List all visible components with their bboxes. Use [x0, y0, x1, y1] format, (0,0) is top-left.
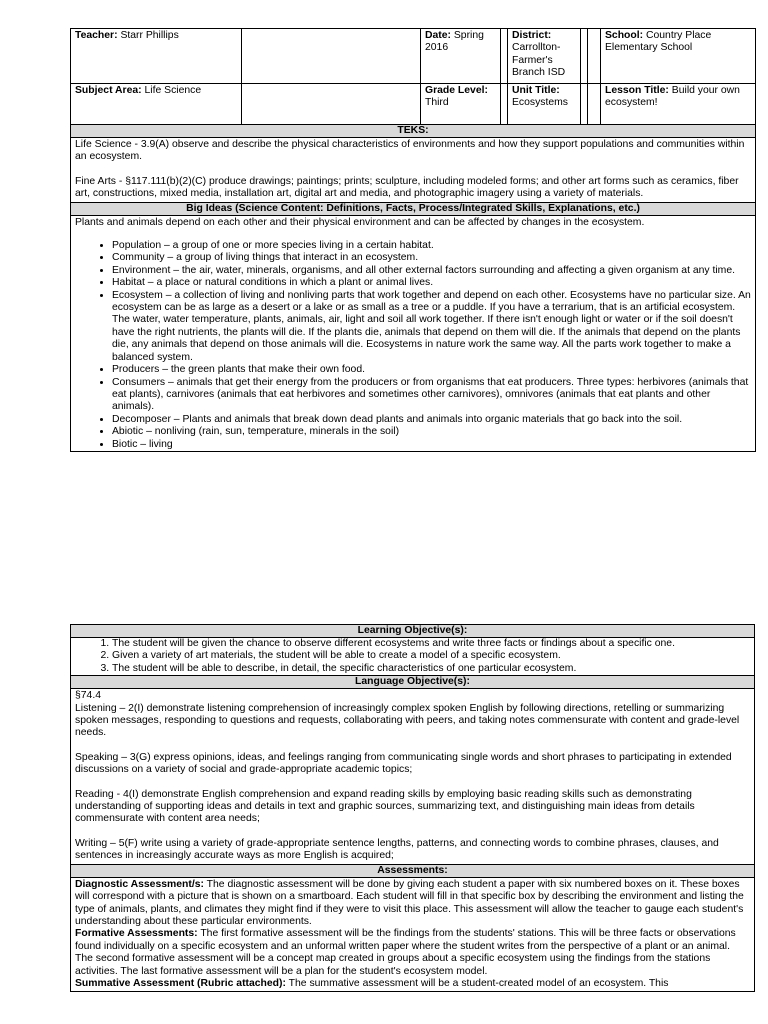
date-cell: Date: Spring 2016 — [421, 29, 501, 84]
big-ideas-intro: Plants and animals depend on each other and their physical environment and can be affected by changes in the ecosystem. — [75, 216, 645, 228]
school-value: Country Place Elementary School — [605, 30, 712, 54]
assessments-content — [71, 877, 755, 992]
lesson-value: Build your own ecosystem! — [605, 85, 740, 109]
teks-content — [71, 138, 756, 203]
list-item: • Biotic – living — [112, 439, 751, 451]
big-ideas-content — [71, 215, 756, 451]
subject-value: Life Science — [144, 85, 202, 96]
teks-heading: TEKS: — [71, 125, 756, 138]
list-item: • Producers – the green plants that make their own food. — [112, 364, 751, 376]
list-item: 3. The student will be able to describe, in detail, the specific characteristics of one particular ecosystem. — [112, 663, 750, 675]
language-objectives-heading: Language Objective(s): — [71, 676, 755, 689]
blank-cell — [242, 29, 421, 84]
district-value: Carrollton-Farmer's Branch ISD — [512, 42, 566, 79]
big-ideas-list — [75, 240, 751, 451]
language-objectives-content — [71, 689, 755, 864]
spacer-cell — [501, 84, 508, 125]
list-item: • Consumers – animals that get their energy from the producers or from organisms that eat producers. Three types: herbivores (animals that eat plants), carnivores (animals that eat herbivores and sometimes other carnivores), omnivores (animals that eat plants and other animals). — [112, 377, 751, 414]
list-item: • Ecosystem – a collection of living and nonliving parts that work together and depend on each other. Ecosystems have no particular size. An ecosystem can be as large as a desert or a lake or as small as a tree or a puddle. If you have a terrarium, that is an artificial ecosystem. The water, water temperature, plants, animals, air, light and soil all work together. If there isn't enough light or water or if the soil doesn't have the right nutrients, the plants will die. If the plants die, animals that depend on them will die. If the animals that depend on the plants die, any animals that depend on those animals will die. Ecosystems in nature work the same way. All the parts work together to make a balanced system. — [112, 290, 751, 364]
blank-cell — [242, 84, 421, 125]
list-item: 1. The student will be given the chance to observe different ecosystems and write three facts or findings about a specific one. — [112, 638, 750, 650]
list-item: • Abiotic – nonliving (rain, sun, temperature, minerals in the soil) — [112, 426, 751, 438]
list-item: 2. Given a variety of art materials, the student will be able to create a model of a specific ecosystem. — [112, 650, 750, 662]
district-cell: District: Carrollton-Farmer's Branch ISD — [508, 29, 581, 84]
lesson-cell: Lesson Title: Build your own ecosystem! — [601, 84, 756, 125]
writing-objective: Writing – 5(F) write using a variety of grade-appropriate sentence lengths, patterns, and connecting words to combine phrases, clauses, and sentences in increasingly accurate ways as more English is acquired; — [75, 837, 719, 862]
learning-objectives-heading: Learning Objective(s): — [71, 625, 755, 638]
lesson-plan-table-top — [70, 28, 756, 452]
date-value: Spring 2016 — [425, 30, 484, 54]
list-item: • Community – a group of living things that interact in an ecosystem. — [112, 252, 751, 264]
list-item: • Population – a group of one or more species living in a certain habitat. — [112, 240, 751, 252]
learning-objectives-content — [71, 638, 755, 676]
grade-cell: Grade Level: Third — [421, 84, 501, 125]
teks-fine-arts: Fine Arts - §117.111(b)(2)(C) produce drawings; paintings; prints; sculpture, including modeled forms; and other art forms such as ceramics, fiber art, constructions, mixed media, installation art, digital art and media, and photographic imagery using a variety of materials. — [75, 175, 739, 200]
list-item: • Environment – the air, water, minerals, organisms, and all other external factors surrounding and affecting a given organism at any time. — [112, 265, 751, 277]
language-code: §74.4 — [75, 690, 102, 702]
spacer-cell — [581, 29, 588, 84]
reading-objective: Reading - 4(I) demonstrate English comprehension and expand reading skills by employing basic reading skills such as demonstrating understanding of supporting ideas and details in text and graphic sources, summarizing text, and distinguishing main ideas from details commensurate with content area needs; — [75, 788, 695, 825]
lesson-plan-table-bottom — [70, 624, 755, 992]
speaking-objective: Speaking – 3(G) express opinions, ideas, and feelings ranging from communicating single words and short phrases to participating in extended discussions on a variety of social and grade-appropriate academic topics; — [75, 751, 732, 776]
big-ideas-heading: Big Ideas (Science Content: Definitions, Facts, Process/Integrated Skills, Explanations, etc.) — [71, 202, 756, 215]
spacer-cell — [581, 84, 588, 125]
subject-cell: Subject Area: Life Science — [71, 84, 242, 125]
learning-objectives-list — [75, 638, 750, 675]
spacer-cell — [501, 29, 508, 84]
list-item: • Habitat – a place or natural conditions in which a plant or animal lives. — [112, 277, 751, 289]
unit-cell: Unit Title: Ecosystems — [508, 84, 581, 125]
assessments-heading: Assessments: — [71, 864, 755, 877]
spacer-cell — [588, 84, 601, 125]
school-cell: School: Country Place Elementary School — [601, 29, 756, 84]
teacher-value: Starr Phillips — [120, 30, 179, 41]
spacer-cell — [588, 29, 601, 84]
teacher-cell: Teacher: Starr Phillips — [71, 29, 242, 84]
formative-assessment: Formative Assessments: The first formative assessment will be the findings from the students' stations. This will be three facts or observations found individually on a specific ecosystem and an unformal written paper where the student writes from the perspective of a plant or an animal. The second formative assessment will be a concept map created in groups about a specific ecosystem using the findings from the stations activities. The last formative assessment will be a plan for the student's ecosystem model. — [75, 928, 736, 977]
listening-objective: Listening – 2(I) demonstrate listening comprehension of increasingly complex spoken English by following directions, retelling or summarizing spoken messages, responding to questions and requests, collaborating with peers, and taking notes commensurate with content and grade-level needs. — [75, 702, 740, 739]
grade-value: Third — [425, 97, 449, 109]
unit-value: Ecosystems — [512, 97, 569, 109]
diagnostic-assessment: Diagnostic Assessment/s: The diagnostic assessment will be done by giving each student a paper with six numbered boxes on it. These boxes will correspond with a picture that is shown on a smartboard. Each student will fill in that specific box by describing the environment and listing the type of animals, plants, and climates they might find if they were to visit this place. This assessment will allow the teacher to gauge each student's understanding about these particular environments. — [75, 878, 744, 927]
summative-assessment: Summative Assessment (Rubric attached): The summative assessment will be a student-created model of an ecosystem. This — [75, 977, 669, 989]
list-item: • Decomposer – Plants and animals that break down dead plants and animals into organic materials that go back into the soil. — [112, 414, 751, 426]
teks-life-science: Life Science - 3.9(A) observe and describe the physical characteristics of environments and how they support populations and communities within an ecosystem. — [75, 139, 745, 163]
